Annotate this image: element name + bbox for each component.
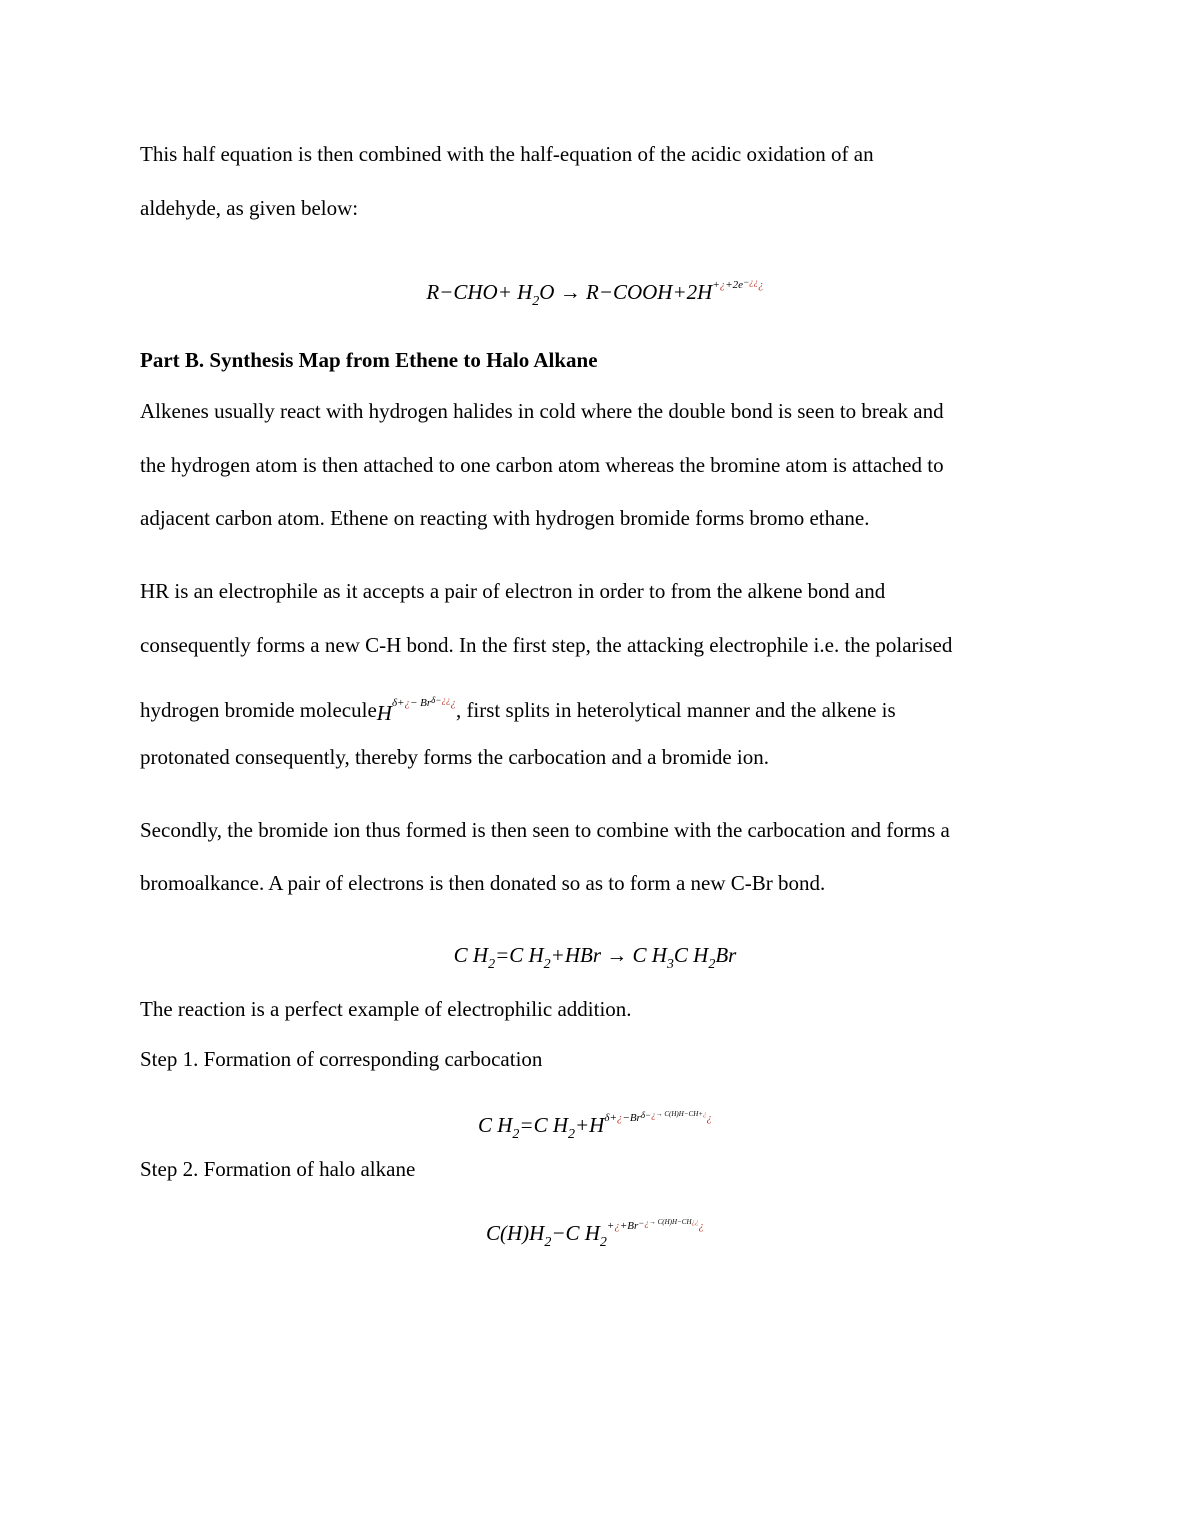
paragraph-line: protonated consequently, thereby forms the carbocation and a bromide ion. xyxy=(140,745,770,769)
paragraph-line: HR is an electrophile as it accepts a pair of electron in order to from the alkene bond and xyxy=(140,579,886,603)
eq-superscript: − xyxy=(638,1218,645,1228)
eq-superscript-error: ¿ xyxy=(651,1110,656,1120)
eq-text: O → R−COOH+2H xyxy=(539,280,713,304)
formula-superscript: δ+ xyxy=(391,697,405,709)
eq-superscript: δ+ xyxy=(604,1112,617,1124)
formula-text: H xyxy=(376,701,392,725)
eq-superscript-error: ¿ xyxy=(758,279,764,291)
eq-text: −C H xyxy=(551,1221,600,1245)
formula-superscript: δ− xyxy=(431,695,442,705)
eq-text: R−CHO+ H xyxy=(426,280,533,304)
paragraph-line: This half equation is then combined with the half-equation of the acidic oxidation of an xyxy=(140,142,874,166)
eq-superscript-error: ¿ xyxy=(614,1220,620,1232)
eq-superscript: −Br xyxy=(622,1112,641,1124)
paragraph-line: consequently forms a new C-H bond. In the first step, the attacking electrophile i.e. the polarised xyxy=(140,633,953,657)
eq-text: +HBr → C H xyxy=(550,943,667,967)
eq-subscript: 2 xyxy=(568,1127,576,1142)
eq-text: Br xyxy=(715,943,737,967)
section-heading: Part B. Synthesis Map from Ethene to Halo Alkane xyxy=(140,348,598,372)
eq-subscript: 3 xyxy=(666,957,674,972)
step-heading: Step 1. Formation of corresponding carbocation xyxy=(140,1047,543,1071)
formula-superscript-error: ¿ xyxy=(450,697,456,709)
paragraph-line: Secondly, the bromide ion thus formed is then seen to combine with the carbocation and forms a xyxy=(140,818,950,842)
eq-superscript: −CH xyxy=(683,1110,699,1118)
equation-ethene-hbr xyxy=(0,941,1190,979)
formula-superscript-error: ¿¿ xyxy=(441,695,451,705)
eq-subscript: 2 xyxy=(532,294,540,309)
eq-superscript-error: ¿¿ xyxy=(749,277,759,287)
eq-text: C H xyxy=(673,943,709,967)
eq-subscript: 2 xyxy=(708,957,716,972)
paragraph-line: The reaction is a perfect example of electrophilic addition. xyxy=(140,997,632,1021)
paragraph-text: hydrogen bromide molecule xyxy=(140,698,377,722)
eq-text: =C H xyxy=(495,943,544,967)
equation-aldehyde-oxidation xyxy=(0,268,1190,316)
eq-text: =C H xyxy=(519,1113,569,1137)
eq-superscript-error: ¿ xyxy=(703,1110,707,1118)
eq-superscript: +Br xyxy=(619,1220,639,1232)
eq-superscript: → C(H)H xyxy=(655,1110,684,1118)
eq-text: +H xyxy=(575,1113,605,1137)
paragraph-line: bromoalkance. A pair of electrons is then donated so as to form a new C-Br bond. xyxy=(140,871,826,895)
paragraph-line: Alkenes usually react with hydrogen halides in cold where the double bond is seen to break and xyxy=(140,399,944,423)
eq-superscript: + xyxy=(606,1220,615,1232)
equation-step2 xyxy=(0,1208,1190,1257)
eq-superscript-error: ¿¿ xyxy=(691,1218,699,1226)
step-heading: Step 2. Formation of halo alkane xyxy=(140,1157,416,1181)
eq-superscript-error: ¿ xyxy=(644,1218,649,1228)
formula-superscript: − Br xyxy=(409,697,432,709)
paragraph-line: adjacent carbon atom. Ethene on reacting with hydrogen bromide forms bromo ethane. xyxy=(140,506,870,530)
eq-superscript: δ− xyxy=(640,1110,652,1120)
eq-subscript: 2 xyxy=(488,957,496,972)
eq-superscript: +2e xyxy=(725,279,744,291)
inline-formula-hbr xyxy=(376,695,456,725)
equation-step1 xyxy=(0,1100,1190,1149)
eq-superscript: − xyxy=(743,277,750,287)
eq-superscript: −CH xyxy=(677,1218,692,1226)
paragraph-line: aldehyde, as given below: xyxy=(140,196,359,220)
eq-superscript: + xyxy=(712,279,720,291)
eq-superscript-error: ¿ xyxy=(719,279,726,291)
paragraph-line-with-formula xyxy=(140,687,896,726)
eq-superscript: → C(H)H xyxy=(648,1218,678,1226)
eq-superscript-error: ¿ xyxy=(698,1220,705,1232)
formula-superscript-error: ¿ xyxy=(404,697,410,709)
eq-subscript: 2 xyxy=(512,1127,520,1142)
eq-subscript: 2 xyxy=(544,1235,552,1250)
eq-superscript: + xyxy=(698,1110,703,1118)
eq-text: C H xyxy=(453,943,489,967)
eq-text: C H xyxy=(477,1113,513,1137)
eq-subscript: 2 xyxy=(543,957,551,972)
eq-subscript: 2 xyxy=(599,1235,607,1250)
eq-superscript-error: ¿ xyxy=(706,1112,712,1124)
paragraph-text: , first splits in heterolytical manner and the alkene is xyxy=(455,698,896,722)
eq-text: C(H)H xyxy=(485,1221,545,1245)
eq-superscript-error: ¿ xyxy=(616,1112,623,1124)
paragraph-line: the hydrogen atom is then attached to one carbon atom whereas the bromine atom is attached to xyxy=(140,453,944,477)
